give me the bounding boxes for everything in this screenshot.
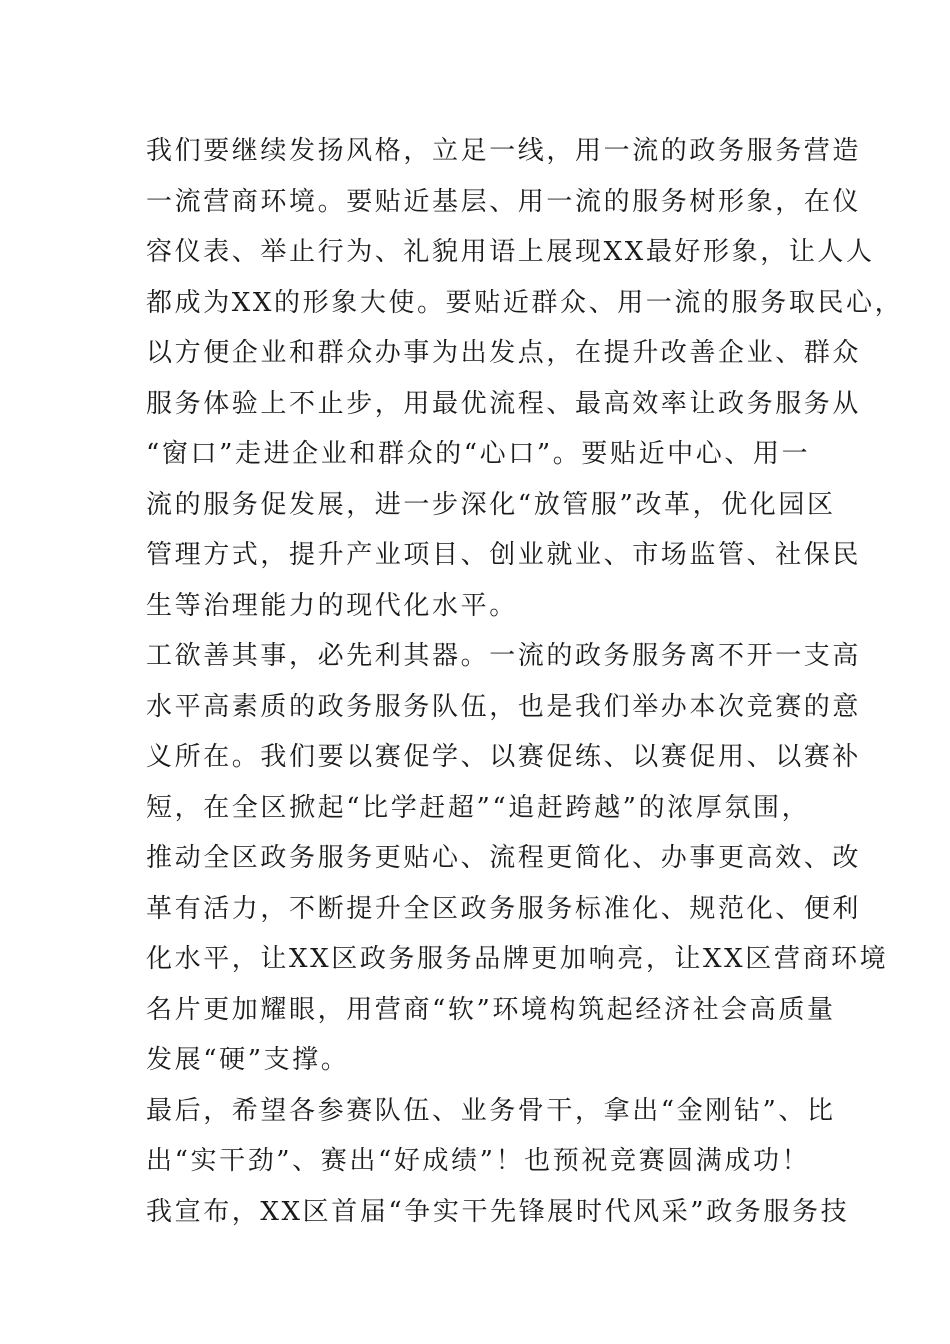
document-body [146, 126, 904, 1237]
paragraph-3-line-1: 最后，希望各参赛队伍、业务骨干，拿出“金刚钻”、比 [146, 1095, 836, 1126]
paragraph-2-line-4: 短，在全区掀起“比学赶超”“追赶跨越”的浓厚氛围， [146, 792, 811, 823]
paragraph-1-line-4: 都成为XX的形象大使。要贴近群众、用一流的服务取民心， [146, 287, 904, 318]
paragraph-1-line-6: 服务体验上不止步，用最优流程、最高效率让政务服务从 [146, 388, 862, 419]
paragraph-2-line-6: 革有活力，不断提升全区政务服务标准化、规范化、便利 [146, 893, 862, 924]
paragraph-2-line-1: 工欲善其事，必先利其器。一流的政务服务离不开一支高 [146, 641, 862, 671]
paragraph-1-line-7: “窗口”走进企业和群众的“心口”。要贴近中心、用一 [146, 439, 811, 469]
paragraph-1-line-5: 以方便企业和群众办事为出发点，在提升改善企业、群众 [146, 338, 862, 368]
paragraph-1-line-10: 生等治理能力的现代化水平。 [146, 590, 518, 621]
paragraph-2-line-8: 名片更加耀眼，用营商“软”环境构筑起经济社会高质量 [146, 994, 836, 1025]
paragraph-2-line-3: 义所在。我们要以赛促学、以赛促练、以赛促用、以赛补 [146, 742, 862, 772]
paragraph-2-line-5: 推动全区政务服务更贴心、流程更简化、办事更高效、改 [146, 843, 862, 873]
paragraph-3-line-2: 出“实干劲”、赛出“好成绩”！也预祝竞赛圆满成功！ [146, 1146, 811, 1176]
paragraph-2-line-9: 发展“硬”支撑。 [146, 1045, 350, 1075]
paragraph-1-line-2: 一流营商环境。要贴近基层、用一流的服务树形象，在仪 [146, 186, 862, 217]
paragraph-1-line-8: 流的服务促发展，进一步深化“放管服”改革，优化园区 [146, 489, 836, 520]
paragraph-3-line-3: 我宣布，XX区首届“争实干先锋展时代风采”政务服务技 [146, 1196, 850, 1227]
paragraph-1-line-1: 我们要继续发扬风格，立足一线，用一流的政务服务营造 [146, 136, 862, 166]
paragraph-1-line-9: 管理方式，提升产业项目、创业就业、市场监管、社保民 [146, 540, 862, 570]
paragraph-1-line-3: 容仪表、举止行为、礼貌用语上展现XX最好形象，让人人 [146, 237, 875, 267]
paragraph-2-line-7: 化水平，让XX区政务服务品牌更加响亮，让XX区营商环境 [146, 944, 889, 974]
paragraph-2-line-2: 水平高素质的政务服务队伍，也是我们举办本次竞赛的意 [146, 691, 862, 722]
